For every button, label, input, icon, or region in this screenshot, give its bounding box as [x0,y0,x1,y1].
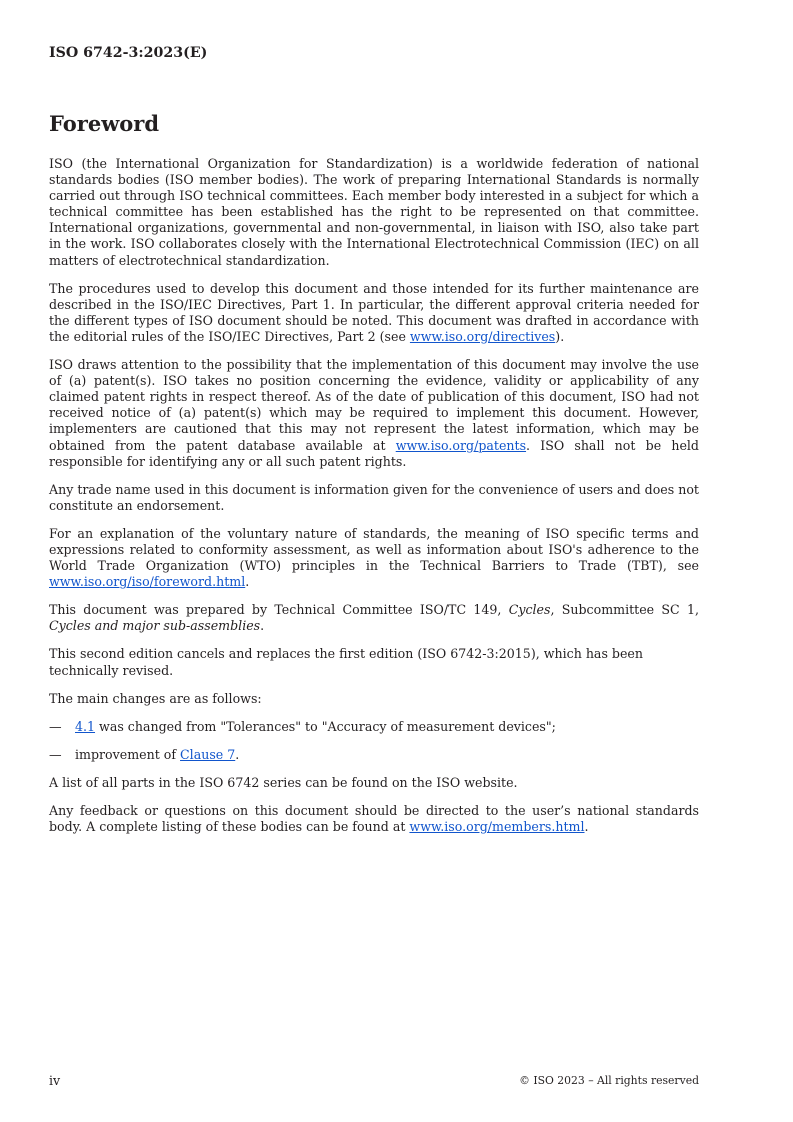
dash-bullet: — [49,718,62,734]
paragraph-trade-name: Any trade name used in this document is information given for the convenience of users and does not constitute an endorsement. [49,481,699,513]
subcommittee-name: Cycles and major sub-assemblies [49,618,261,634]
paragraph-main-changes: The main changes are as follows: [49,690,262,706]
paragraph-patents [49,357,699,470]
paragraph-voluntary-text: For an explanation of the voluntary nature of standards, the meaning of ISO specific terms and expressions related to conformity assessment, as well as information about ISO's adherence to the World Trade Organization (WTO) principles in the Technical Barriers to Trade (TBT), see [49,525,699,574]
paragraph-patents-text: ISO draws attention to the possibility that the implementation of this document may involve the use of (a) patent(s). ISO takes no position concerning the evidence, validity or applicability of any claimed patent rights in respect thereof. As of the date of publication of this document, ISO had not received notice of (a) patent(s) which may be required to implement this document. However, implementers are cautioned that this may not represent the latest information, which may be obtained from the patent database available at [49,357,699,453]
paragraph-series: A list of all parts in the ISO 6742 series can be found on the ISO website. [49,774,518,790]
committee-text-a: This document was prepared by Technical Committee ISO/TC 149, [49,602,509,618]
document-id-header: ISO 6742-3:2023(E) [49,45,208,61]
paragraph-voluntary-end: . [245,574,250,590]
list-item-post: . [235,746,240,762]
page-number: iv [49,1073,61,1088]
paragraph-edition: This second edition cancels and replaces the first edition (ISO 6742-3:2015), which has been technically revised. [49,646,643,678]
committee-name: Cycles [508,602,551,618]
paragraph-procedures-text: The procedures used to develop this document and those intended for its further maintenance are described in the ISO/IEC Directives, Part 1. In particular, the different approval criteria needed for the different types of ISO document should be noted. This document was drafted in accordance with the editorial rules of the ISO/IEC Directives, Part 2 (see [49,280,699,344]
copyright-notice: © ISO 2023 – All rights reserved [519,1074,699,1087]
list-item-text [75,719,556,735]
members-link[interactable]: www.iso.org/members.html [409,819,585,835]
list-item-rest: was changed from "Tolerances" to "Accuracy of measurement devices"; [95,718,556,734]
section-title: Foreword [49,111,160,136]
committee-text-c: . [260,618,265,634]
paragraph-procedures [49,281,699,345]
foreword-link[interactable]: www.iso.org/iso/foreword.html [49,574,246,590]
paragraph-feedback [49,803,699,835]
paragraph-patents-end: . ISO shall not be held responsible for identifying any or all such patent rights. [49,437,699,469]
dash-bullet: — [49,746,62,762]
clause-7-link[interactable]: Clause 7 [180,746,236,762]
paragraph-voluntary-nature [49,526,699,590]
committee-text-b: , Subcommittee SC 1, [550,602,699,618]
list-item [49,747,699,763]
paragraph-feedback-end: . [584,819,589,835]
foreword-body [49,156,699,847]
list-item-text [75,747,239,763]
paragraph-iso-intro: ISO (the International Organization for Standardization) is a worldwide federation of national standards bodies (ISO member bodies). The work of preparing International Standards is normally carried out through ISO technical committees. Each member body interested in a subject for which a technical committee has been established has the right to be represented on that committee. International organizations, governmental and non-governmental, in liaison with ISO, also take part in the work. ISO collaborates closely with the International Electrotechnical Commission (IEC) on all matters of electrotechnical standardization. [49,156,699,268]
list-item [49,719,699,735]
paragraph-procedures-end: ). [555,328,565,344]
paragraph-feedback-text: Any feedback or questions on this document should be directed to the user’s national standards body. A complete listing of these bodies can be found at [49,803,699,835]
list-item-pre: improvement of [75,746,181,762]
subclause-4-1-link[interactable]: 4.1 [75,718,96,734]
directives-link[interactable]: www.iso.org/directives [409,328,556,344]
paragraph-committee [49,602,699,634]
patents-link[interactable]: www.iso.org/patents [395,437,527,453]
